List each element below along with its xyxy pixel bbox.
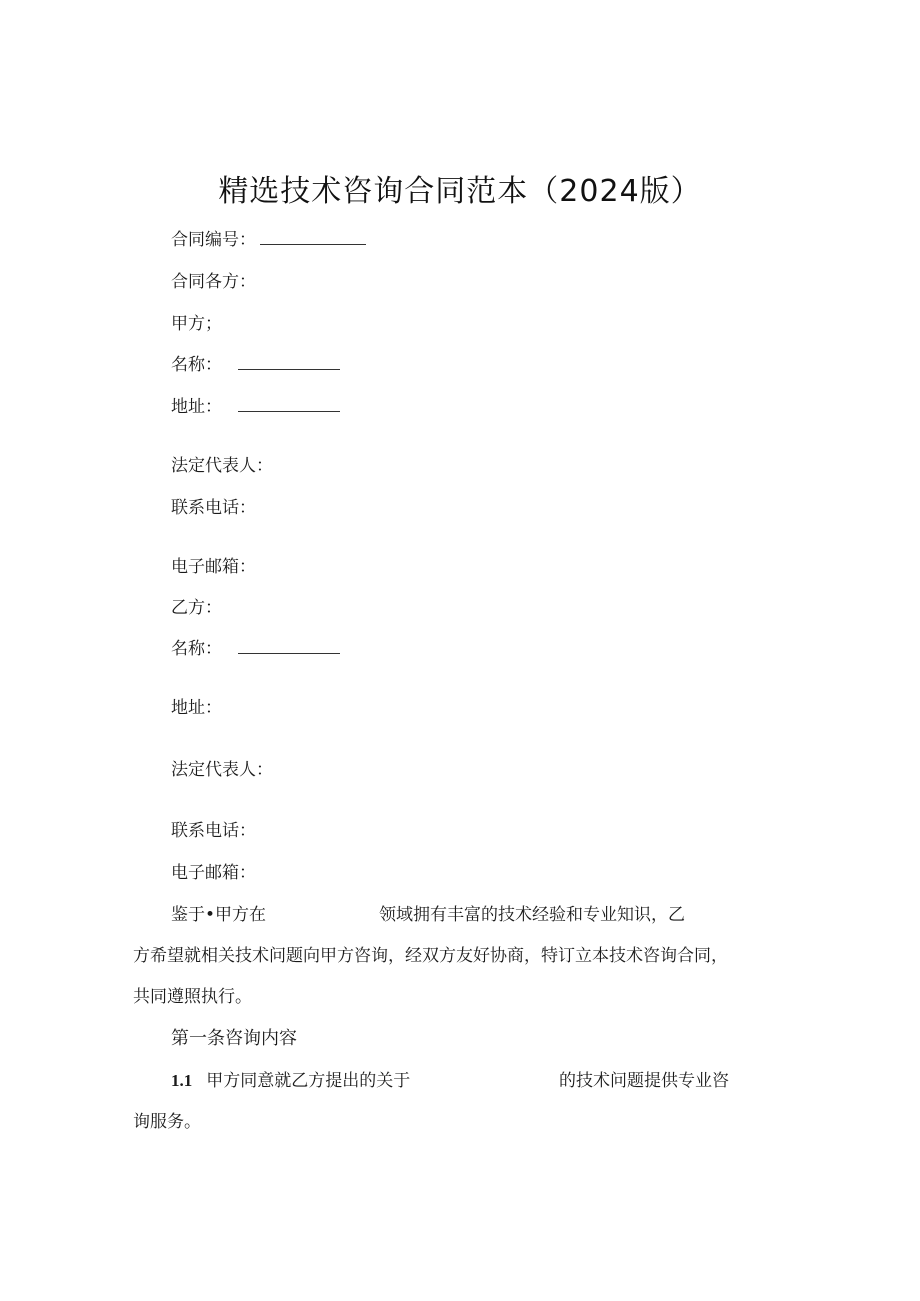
article-1-heading: 第一条咨询内容 <box>171 1028 297 1049</box>
document-title: 精选技术咨询合同范本（2024版） <box>218 174 702 209</box>
clause-1-1-part1-row <box>171 1070 410 1092</box>
clause-1-1-line2: 询服务。 <box>133 1112 201 1132</box>
clause-number: 1.1 <box>171 1071 193 1090</box>
party-a-name-row <box>171 354 340 376</box>
preamble-line2: 方希望就相关技术问题向甲方咨询，经双方友好协商，特订立本技术咨询合同， <box>133 946 728 966</box>
contract-number-label: 合同编号： <box>171 230 256 250</box>
party-a-name-blank[interactable] <box>238 355 340 370</box>
party-a-address-label: 地址： <box>171 397 222 417</box>
preamble-line3: 共同遵照执行。 <box>133 987 252 1007</box>
party-a-address-blank[interactable] <box>238 397 340 412</box>
party-a-name-label: 名称： <box>171 355 222 375</box>
party-b-name-blank[interactable] <box>238 639 340 654</box>
contract-number-row <box>171 229 366 251</box>
parties-label: 合同各方： <box>171 272 256 292</box>
party-b-phone-label: 联系电话： <box>171 821 256 841</box>
clause-1-1-part1: 甲方同意就乙方提出的关于 <box>206 1071 411 1091</box>
preamble-part2: 领域拥有丰富的技术经验和专业知识，乙 <box>379 905 685 925</box>
party-a-email-label: 电子邮箱： <box>171 557 256 577</box>
party-a-address-row <box>171 396 340 418</box>
party-b-legal-rep-label: 法定代表人： <box>171 760 273 780</box>
clause-1-1-part2: 的技术问题提供专业咨 <box>559 1071 729 1091</box>
contract-number-blank[interactable] <box>260 230 366 245</box>
preamble-part1: 鉴于•甲方在 <box>171 905 267 925</box>
party-b-email-label: 电子邮箱： <box>171 863 256 883</box>
party-b-address-label: 地址： <box>171 698 222 718</box>
party-b-label: 乙方： <box>171 598 222 618</box>
party-a-legal-rep-label: 法定代表人： <box>171 456 273 476</box>
party-b-name-row <box>171 638 340 660</box>
party-b-name-label: 名称： <box>171 639 222 659</box>
party-a-phone-label: 联系电话： <box>171 498 256 518</box>
party-a-label: 甲方； <box>171 314 222 334</box>
